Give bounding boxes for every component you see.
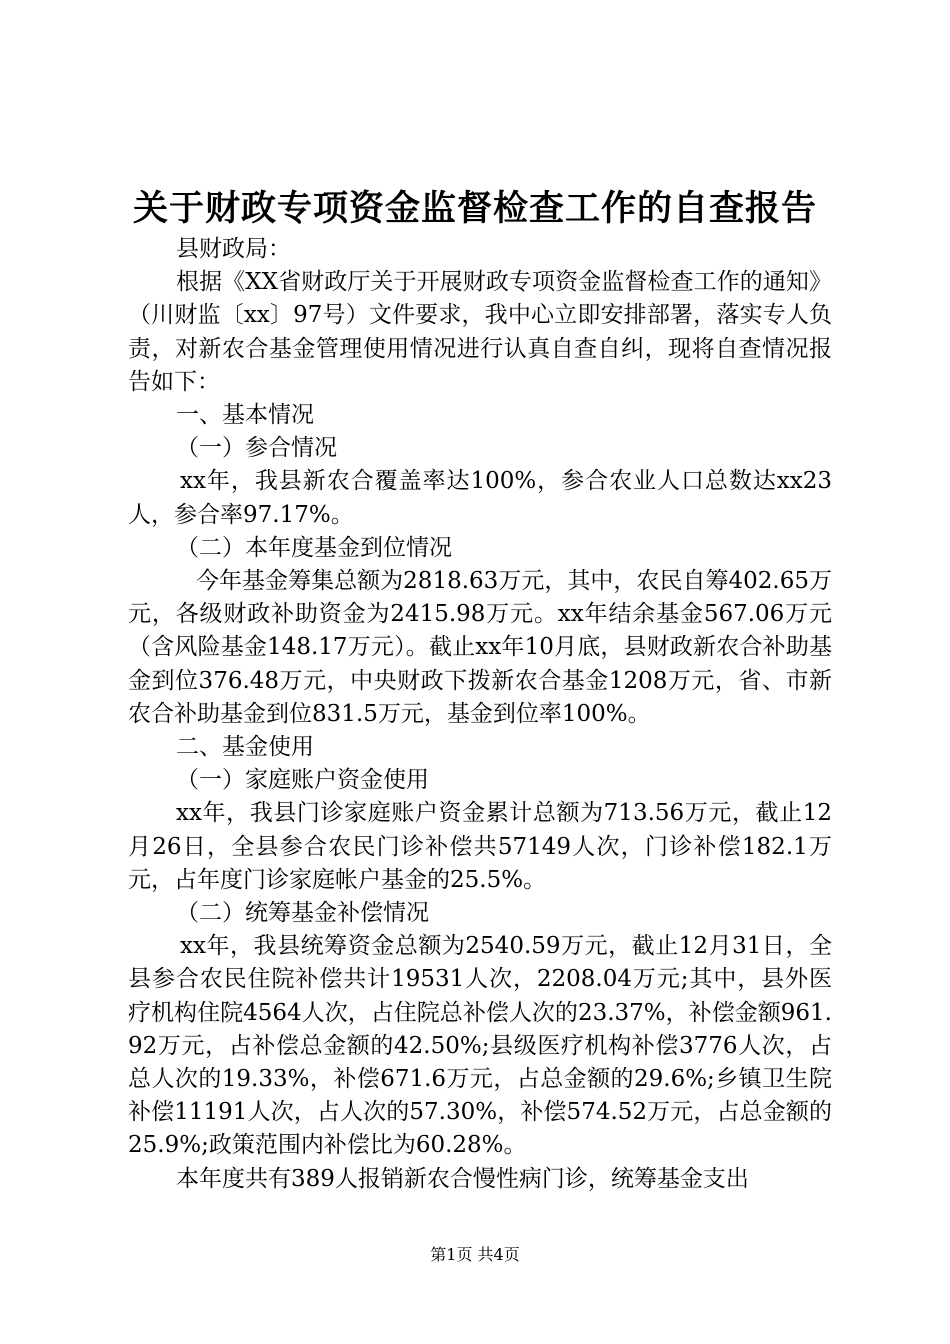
paragraph: 本年度共有389人报销新农合慢性病门诊，统筹基金支出 <box>176 1165 749 1192</box>
document-title: 关于财政专项资金监督检查工作的自查报告 <box>132 188 817 229</box>
paragraph: xx年，我县门诊家庭账户资金累计总额为713.56万元，截止12月26日，全县参合农民门诊补偿共57149人次，门诊补偿182.1万元，占年度门诊家庭帐户基金的25.5%。 <box>128 800 832 893</box>
subsection-heading: （一）家庭账户资金使用 <box>176 767 429 794</box>
document-body <box>128 233 832 1196</box>
section-heading: 二、基金使用 <box>176 734 314 761</box>
subsection-heading: （一）参合情况 <box>176 435 337 462</box>
page-footer: 第1页 共4页 <box>430 1245 520 1264</box>
subsection-heading: （二）本年度基金到位情况 <box>176 534 452 561</box>
paragraph: 县财政局： <box>176 236 291 262</box>
subsection-heading: （二）统筹基金补偿情况 <box>176 900 429 927</box>
paragraph: xx年，我县新农合覆盖率达100%，参合农业人口总数达xx23人，参合率97.17%。 <box>128 468 832 528</box>
paragraph: 根据《XX省财政厅关于开展财政专项资金监督检查工作的通知》（川财监〔xx〕97号）文件要求，我中心立即安排部署，落实专人负责，对新农合基金管理使用情况进行认真自查自纠，现将自查情况报告如下： <box>128 269 832 395</box>
paragraph: xx年，我县统筹资金总额为2540.59万元，截止12月31日，全县参合农民住院补偿共计19531人次，2208.04万元;其中，县外医疗机构住院4564人次，占住院总补偿人次的23.37%，补偿金额961.92万元，占补偿总金额的42.50%;县级医疗机构补偿3776人次，占总人次的19.33%，补偿671.6万元，占总金额的29.6%;乡镇卫生院补偿11191人次，占人次的57.30%，补偿574.52万元，占总金额的25.9%;政策范围内补偿比为60.28%。 <box>128 933 832 1159</box>
paragraph: 今年基金筹集总额为2818.63万元，其中，农民自筹402.65万元，各级财政补助资金为2415.98万元。xx年结余基金567.06万元（含风险基金148.17万元）。截止xx年10月底，县财政新农合补助基金到位376.48万元，中央财政下拨新农合基金1208万元，省、市新农合补助基金到位831.5万元，基金到位率100%。 <box>128 568 832 727</box>
section-heading: 一、基本情况 <box>176 402 314 429</box>
